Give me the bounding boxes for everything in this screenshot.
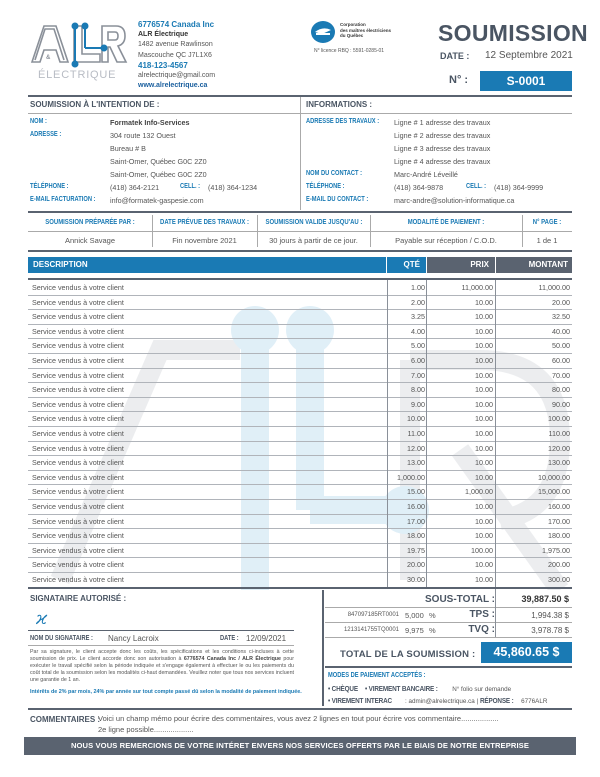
contact-label: NOM DU CONTACT : [306, 170, 363, 177]
legal-text-post: pour exécuter le travail spécifié selon la période indiquée et s'engage également à effectuer le ou les paiements du coût total de la soumission selon les modalités ci-haut demandées. Veuillez noter que tous nos services incluent une garantie de 1 an. [30, 656, 294, 683]
contact-cell: (418) 364-9999 [494, 183, 544, 192]
grand-total-label: TOTAL DE LA SOUMISSION : [340, 649, 476, 660]
item-amount: 11,000.00 [538, 283, 570, 292]
item-description: Service vendus à votre client [32, 516, 124, 526]
company-address-2: Mascouche QC J7L1X6 [138, 51, 212, 59]
item-price: 10.00 [475, 414, 493, 424]
cmeq-line-3: du Québec [340, 33, 364, 38]
table-row[interactable] [28, 544, 572, 559]
table-row[interactable] [28, 471, 572, 486]
work-date-label: DATE PRÉVUE DES TRAVAUX : [160, 219, 249, 226]
item-qty: 12.00 [407, 443, 425, 453]
item-price: 10.00 [475, 502, 493, 511]
table-row[interactable] [28, 369, 572, 384]
company-info [138, 20, 215, 91]
client-cell-label: CELL. : [180, 183, 201, 190]
rbq-licence: N° licence RBQ : 5591-0285-01 [314, 48, 385, 54]
interest-notice: Intérêts de 2% par mois, 24% par année sur tout compte passé dû selon la modalité de paiement indiquée. [30, 689, 302, 695]
tps-value: 1,994.38 $ [531, 611, 569, 620]
item-price: 10.00 [475, 472, 493, 482]
total-divider [325, 666, 572, 668]
item-price: 10.00 [475, 356, 493, 365]
valid-until-label: SOUMISSION VALIDE JUSQU'AU : [265, 219, 363, 226]
payment-methods-title: MODES DE PAIEMENT ACCEPTÉS : [328, 672, 426, 679]
company-address-1: 1482 avenue Rawlinson [138, 41, 213, 49]
table-row[interactable] [28, 398, 572, 413]
item-price: 10.00 [475, 297, 493, 307]
table-row[interactable] [28, 573, 572, 588]
item-price: 10.00 [475, 429, 493, 438]
comments-line-1[interactable]: Voici un champ mémo pour écrire des commentaires, vous avez 2 lignes en tout pour écrire vos commentaire.................. [98, 714, 499, 723]
items-table-header [28, 257, 572, 273]
date-label: DATE : [440, 51, 470, 61]
item-qty: 4.00 [411, 326, 425, 336]
date-value: 12 Septembre 2021 [485, 50, 573, 61]
item-amount: 130.00 [548, 458, 570, 468]
item-amount: 1,975.00 [542, 545, 570, 555]
client-name: Formatek Info-Services [110, 118, 190, 127]
tps-label: TPS : [469, 609, 495, 620]
summary-bottom-divider [28, 250, 572, 252]
column-divider [300, 97, 301, 210]
logo-icon [28, 18, 128, 83]
item-price: 10.00 [475, 312, 493, 322]
contact-email[interactable]: marc-andre@solution-informatique.ca [394, 196, 515, 205]
tps-percent: % [429, 611, 436, 620]
payment-bank-transfer: • VIREMENT BANCAIRE : [364, 684, 438, 693]
summary-row [28, 213, 572, 249]
client-email[interactable]: info@formatek-gaspesie.com [110, 196, 204, 205]
summary-mid-divider [28, 231, 572, 232]
table-row[interactable] [28, 296, 572, 311]
client-address-1: 304 route 132 Ouest [110, 131, 176, 140]
item-amount: 120.00 [548, 443, 570, 453]
work-address-3: Ligne # 3 adresse des travaux [394, 144, 491, 153]
work-date: Fin novembre 2021 [172, 236, 237, 245]
item-description: Service vendus à votre client [32, 429, 124, 438]
item-price: 11,000.00 [461, 283, 493, 292]
item-qty: 16.00 [407, 502, 425, 511]
item-qty: 6.00 [411, 356, 425, 365]
tvq-percent: % [429, 626, 436, 635]
subtotal-divider [325, 607, 572, 608]
item-qty: 2.00 [411, 297, 425, 307]
svg-text:&: & [46, 55, 51, 61]
item-amount: 100.00 [548, 414, 570, 424]
tvq-number: 1213141755TQ0001 [343, 627, 399, 633]
item-price: 10.00 [475, 370, 493, 380]
table-row[interactable] [28, 515, 572, 530]
document-title: SOUMISSION [438, 20, 588, 46]
item-qty: 9.00 [411, 399, 425, 409]
signature-section-title: SIGNATAIRE AUTORISÉ : [30, 594, 127, 603]
item-description: Service vendus à votre client [32, 370, 124, 380]
prepared-by: Annick Savage [64, 236, 116, 245]
table-row[interactable] [28, 325, 572, 340]
table-row[interactable] [28, 354, 572, 369]
item-amount: 80.00 [552, 385, 570, 395]
col-price[interactable]: PRIX [427, 257, 495, 273]
item-price: 10.00 [475, 443, 493, 453]
table-top-divider [28, 278, 572, 280]
page-number-label: N° PAGE : [532, 219, 562, 226]
item-amount: 40.00 [552, 326, 570, 336]
valid-until: 30 jours à partir de ce jour. [269, 236, 358, 245]
item-amount: 10,000.00 [538, 472, 570, 482]
alr-logo [28, 18, 128, 83]
company-phone: 418-123-4567 [138, 60, 188, 70]
item-qty: 30.00 [407, 575, 425, 584]
item-qty: 1.00 [411, 283, 425, 292]
item-price: 10.00 [475, 341, 493, 351]
payment-folio: N° folio sur demande [452, 686, 512, 693]
table-row[interactable] [28, 529, 572, 544]
item-description: Service vendus à votre client [32, 472, 124, 482]
item-qty: 20.00 [407, 560, 425, 570]
client-address-4: Saint-Omer, Québec G0C 2Z0 [110, 170, 207, 179]
item-price: 10.00 [475, 458, 493, 468]
item-description: Service vendus à votre client [32, 356, 124, 365]
item-qty: 17.00 [407, 516, 425, 526]
tvq-divider [325, 637, 572, 638]
work-address-1: Ligne # 1 adresse des travaux [394, 118, 491, 127]
item-price: 10.00 [475, 575, 493, 584]
item-amount: 60.00 [552, 356, 570, 365]
table-bottom-divider [28, 587, 572, 589]
item-description: Service vendus à votre client [32, 575, 124, 584]
signature-mark[interactable]: ϰ [36, 608, 48, 629]
cmeq-logo [310, 20, 410, 54]
item-amount: 180.00 [548, 531, 570, 541]
item-amount: 50.00 [552, 341, 570, 351]
item-amount: 20.00 [552, 297, 570, 307]
client-name-label: NOM : [30, 118, 47, 125]
item-description: Service vendus à votre client [32, 443, 124, 453]
payment-interac-email: : admin@alrelectrique.ca | [405, 698, 479, 705]
item-price: 100.00 [471, 545, 493, 555]
item-price: 1,000.00 [465, 487, 493, 497]
table-row[interactable] [28, 412, 572, 427]
item-description: Service vendus à votre client [32, 297, 124, 307]
contact-name: Marc-André Léveillé [394, 170, 458, 179]
item-qty: 19.75 [407, 545, 425, 555]
item-description: Service vendus à votre client [32, 487, 124, 497]
item-description: Service vendus à votre client [32, 458, 124, 468]
table-row[interactable] [28, 485, 572, 500]
tvq-value: 3,978.78 $ [531, 626, 569, 635]
col-sep-price [426, 280, 427, 587]
footer-banner: NOUS VOUS REMERCIONS DE VOTRE INTÉRET ENVERS NOS SERVICES OFFERTS PAR LE BIAIS DE NOTRE ENTREPRISE [24, 737, 576, 755]
cmeq-line-1: Corporation [340, 22, 366, 27]
item-amount: 70.00 [552, 370, 570, 380]
comments-top-divider [28, 708, 572, 710]
work-address-label: ADRESSE DES TRAVAUX : [306, 118, 380, 125]
signer-divider [28, 645, 294, 646]
payment-interac: • VIREMENT INTERAC [328, 696, 392, 705]
signer-label: NOM DU SIGNATAIRE : [30, 635, 93, 642]
item-qty: 13.00 [407, 458, 425, 468]
item-amount: 110.00 [548, 429, 570, 438]
item-description: Service vendus à votre client [32, 283, 124, 292]
contact-cell-label: CELL. : [466, 183, 487, 190]
tps-number: 847097185RT0001 [347, 612, 399, 618]
client-address-3: Saint-Omer, Québec G0C 2Z0 [110, 157, 207, 166]
payment-line-2 [328, 696, 547, 705]
item-description: Service vendus à votre client [32, 312, 124, 322]
comments-line-2[interactable]: 2e ligne possible................... [98, 725, 194, 734]
legal-text [30, 649, 294, 684]
item-description: Service vendus à votre client [32, 531, 124, 541]
item-qty: 3.25 [411, 312, 425, 322]
item-price: 10.00 [475, 326, 493, 336]
item-amount: 170.00 [548, 516, 570, 526]
company-trade-name: ALR Électrique [138, 31, 189, 39]
page-number: 1 de 1 [536, 236, 558, 245]
item-amount: 32.50 [552, 312, 570, 322]
client-address-2: Bureau # B [110, 144, 146, 153]
item-qty: 8.00 [411, 385, 425, 395]
client-email-label: E-MAIL FACTURATION : [30, 196, 96, 203]
payment-cheque: • CHÈQUE [328, 684, 358, 693]
work-address-4: Ligne # 4 adresse des travaux [394, 157, 491, 166]
item-amount: 160.00 [548, 502, 570, 511]
tvq-rate: 9,975 [405, 626, 424, 635]
item-price: 10.00 [475, 399, 493, 409]
table-row[interactable] [28, 500, 572, 515]
company-website[interactable]: www.alrelectrique.ca [138, 82, 208, 90]
col-description[interactable]: DESCRIPTION [28, 257, 386, 273]
item-qty: 5.00 [411, 341, 425, 351]
number-label: N° : [449, 74, 469, 86]
table-row[interactable] [28, 339, 572, 354]
payment-answer: 6776ALR [521, 698, 548, 705]
totals-divider [322, 590, 324, 706]
signature-date: 12/09/2021 [246, 634, 287, 643]
item-description: Service vendus à votre client [32, 560, 124, 570]
item-price: 10.00 [475, 516, 493, 526]
col-sep-qty [387, 280, 388, 587]
signature-line [28, 630, 294, 631]
comments-label: COMMENTAIRES : [30, 715, 101, 724]
client-cell: (418) 364-1234 [208, 183, 258, 192]
payment-line-1 [328, 684, 511, 693]
company-email[interactable]: alrelectrique@gmail.com [138, 72, 216, 80]
quote-number: S-0001 [480, 71, 572, 91]
item-description: Service vendus à votre client [32, 502, 124, 511]
table-row[interactable] [28, 558, 572, 573]
payment-answer-label: RÉPONSE : [479, 696, 514, 705]
client-phone: (418) 364-2121 [110, 183, 160, 192]
col-amount[interactable]: MONTANT [496, 257, 572, 273]
item-amount: 200.00 [548, 560, 570, 570]
item-description: Service vendus à votre client [32, 399, 124, 409]
col-sep-amount [495, 280, 496, 610]
totals-col-sep [495, 590, 496, 637]
company-name: 6776574 Canada Inc [138, 20, 215, 29]
subtotal-value: 39,887.50 $ [521, 594, 569, 604]
table-row[interactable] [28, 310, 572, 325]
item-amount: 90.00 [552, 399, 570, 409]
item-qty: 15.00 [407, 487, 425, 497]
item-description: Service vendus à votre client [32, 385, 124, 395]
prepared-by-label: SOUMISSION PRÉPARÉE PAR : [45, 219, 135, 226]
table-row[interactable] [28, 442, 572, 457]
payment-terms-label: MODALITÉ DE PAIEMENT : [407, 219, 485, 226]
work-address-2: Ligne # 2 adresse des travaux [394, 131, 491, 140]
contact-phone: (418) 364-9878 [394, 183, 444, 192]
item-qty: 7.00 [411, 370, 425, 380]
grand-total-value: 45,860.65 $ [481, 642, 572, 663]
item-qty: 10.00 [407, 414, 425, 424]
client-address-label: ADRESSE : [30, 131, 62, 138]
item-price: 10.00 [475, 385, 493, 395]
item-price: 10.00 [475, 560, 493, 570]
item-amount: 15,000.00 [538, 487, 570, 497]
client-phone-label: TÉLÉPHONE : [30, 183, 69, 190]
signer-name: Nancy Lacroix [108, 634, 159, 643]
table-row[interactable] [28, 383, 572, 398]
table-row[interactable] [28, 281, 572, 296]
cmeq-icon [310, 20, 336, 44]
col-qty[interactable]: QTÉ [387, 257, 426, 273]
item-price: 10.00 [475, 531, 493, 541]
contact-email-label: E-MAIL DU CONTACT : [306, 196, 369, 203]
payment-terms: Payable sur réception / C.O.D. [395, 236, 497, 245]
item-amount: 300.00 [548, 575, 570, 584]
item-qty: 1,000.00 [397, 472, 425, 482]
subtotal-label: SOUS-TOTAL : [425, 594, 495, 605]
legal-text-company: 6776574 Canada Inc / ALR Électrique [183, 656, 281, 662]
tvq-label: TVQ : [468, 624, 495, 635]
item-qty: 18.00 [407, 531, 425, 541]
tps-divider [325, 622, 572, 623]
legal-text-pre: Par sa signature, le client accepte donc les coûts, les spécifications et les conditions ci-incluses à cette soumission de prix. Le client accorde donc son autorisation à [30, 649, 294, 662]
contact-phone-label: TÉLÉPHONE : [306, 183, 345, 190]
info-section-title: INFORMATIONS : [306, 100, 373, 109]
signature-date-label: DATE : [220, 635, 239, 642]
cmeq-line-2: des maîtres électriciens [340, 27, 392, 33]
table-row[interactable] [28, 456, 572, 471]
item-description: Service vendus à votre client [32, 545, 124, 555]
client-section-title: SOUMISSION À L'INTENTION DE : [30, 100, 160, 109]
tps-rate: 5,000 [405, 611, 424, 620]
item-description: Service vendus à votre client [32, 414, 124, 424]
svg-text:ÉLECTRIQUE: ÉLECTRIQUE [38, 69, 117, 81]
item-qty: 11.00 [407, 429, 425, 438]
table-row[interactable] [28, 427, 572, 442]
item-description: Service vendus à votre client [32, 326, 124, 336]
item-description: Service vendus à votre client [32, 341, 124, 351]
